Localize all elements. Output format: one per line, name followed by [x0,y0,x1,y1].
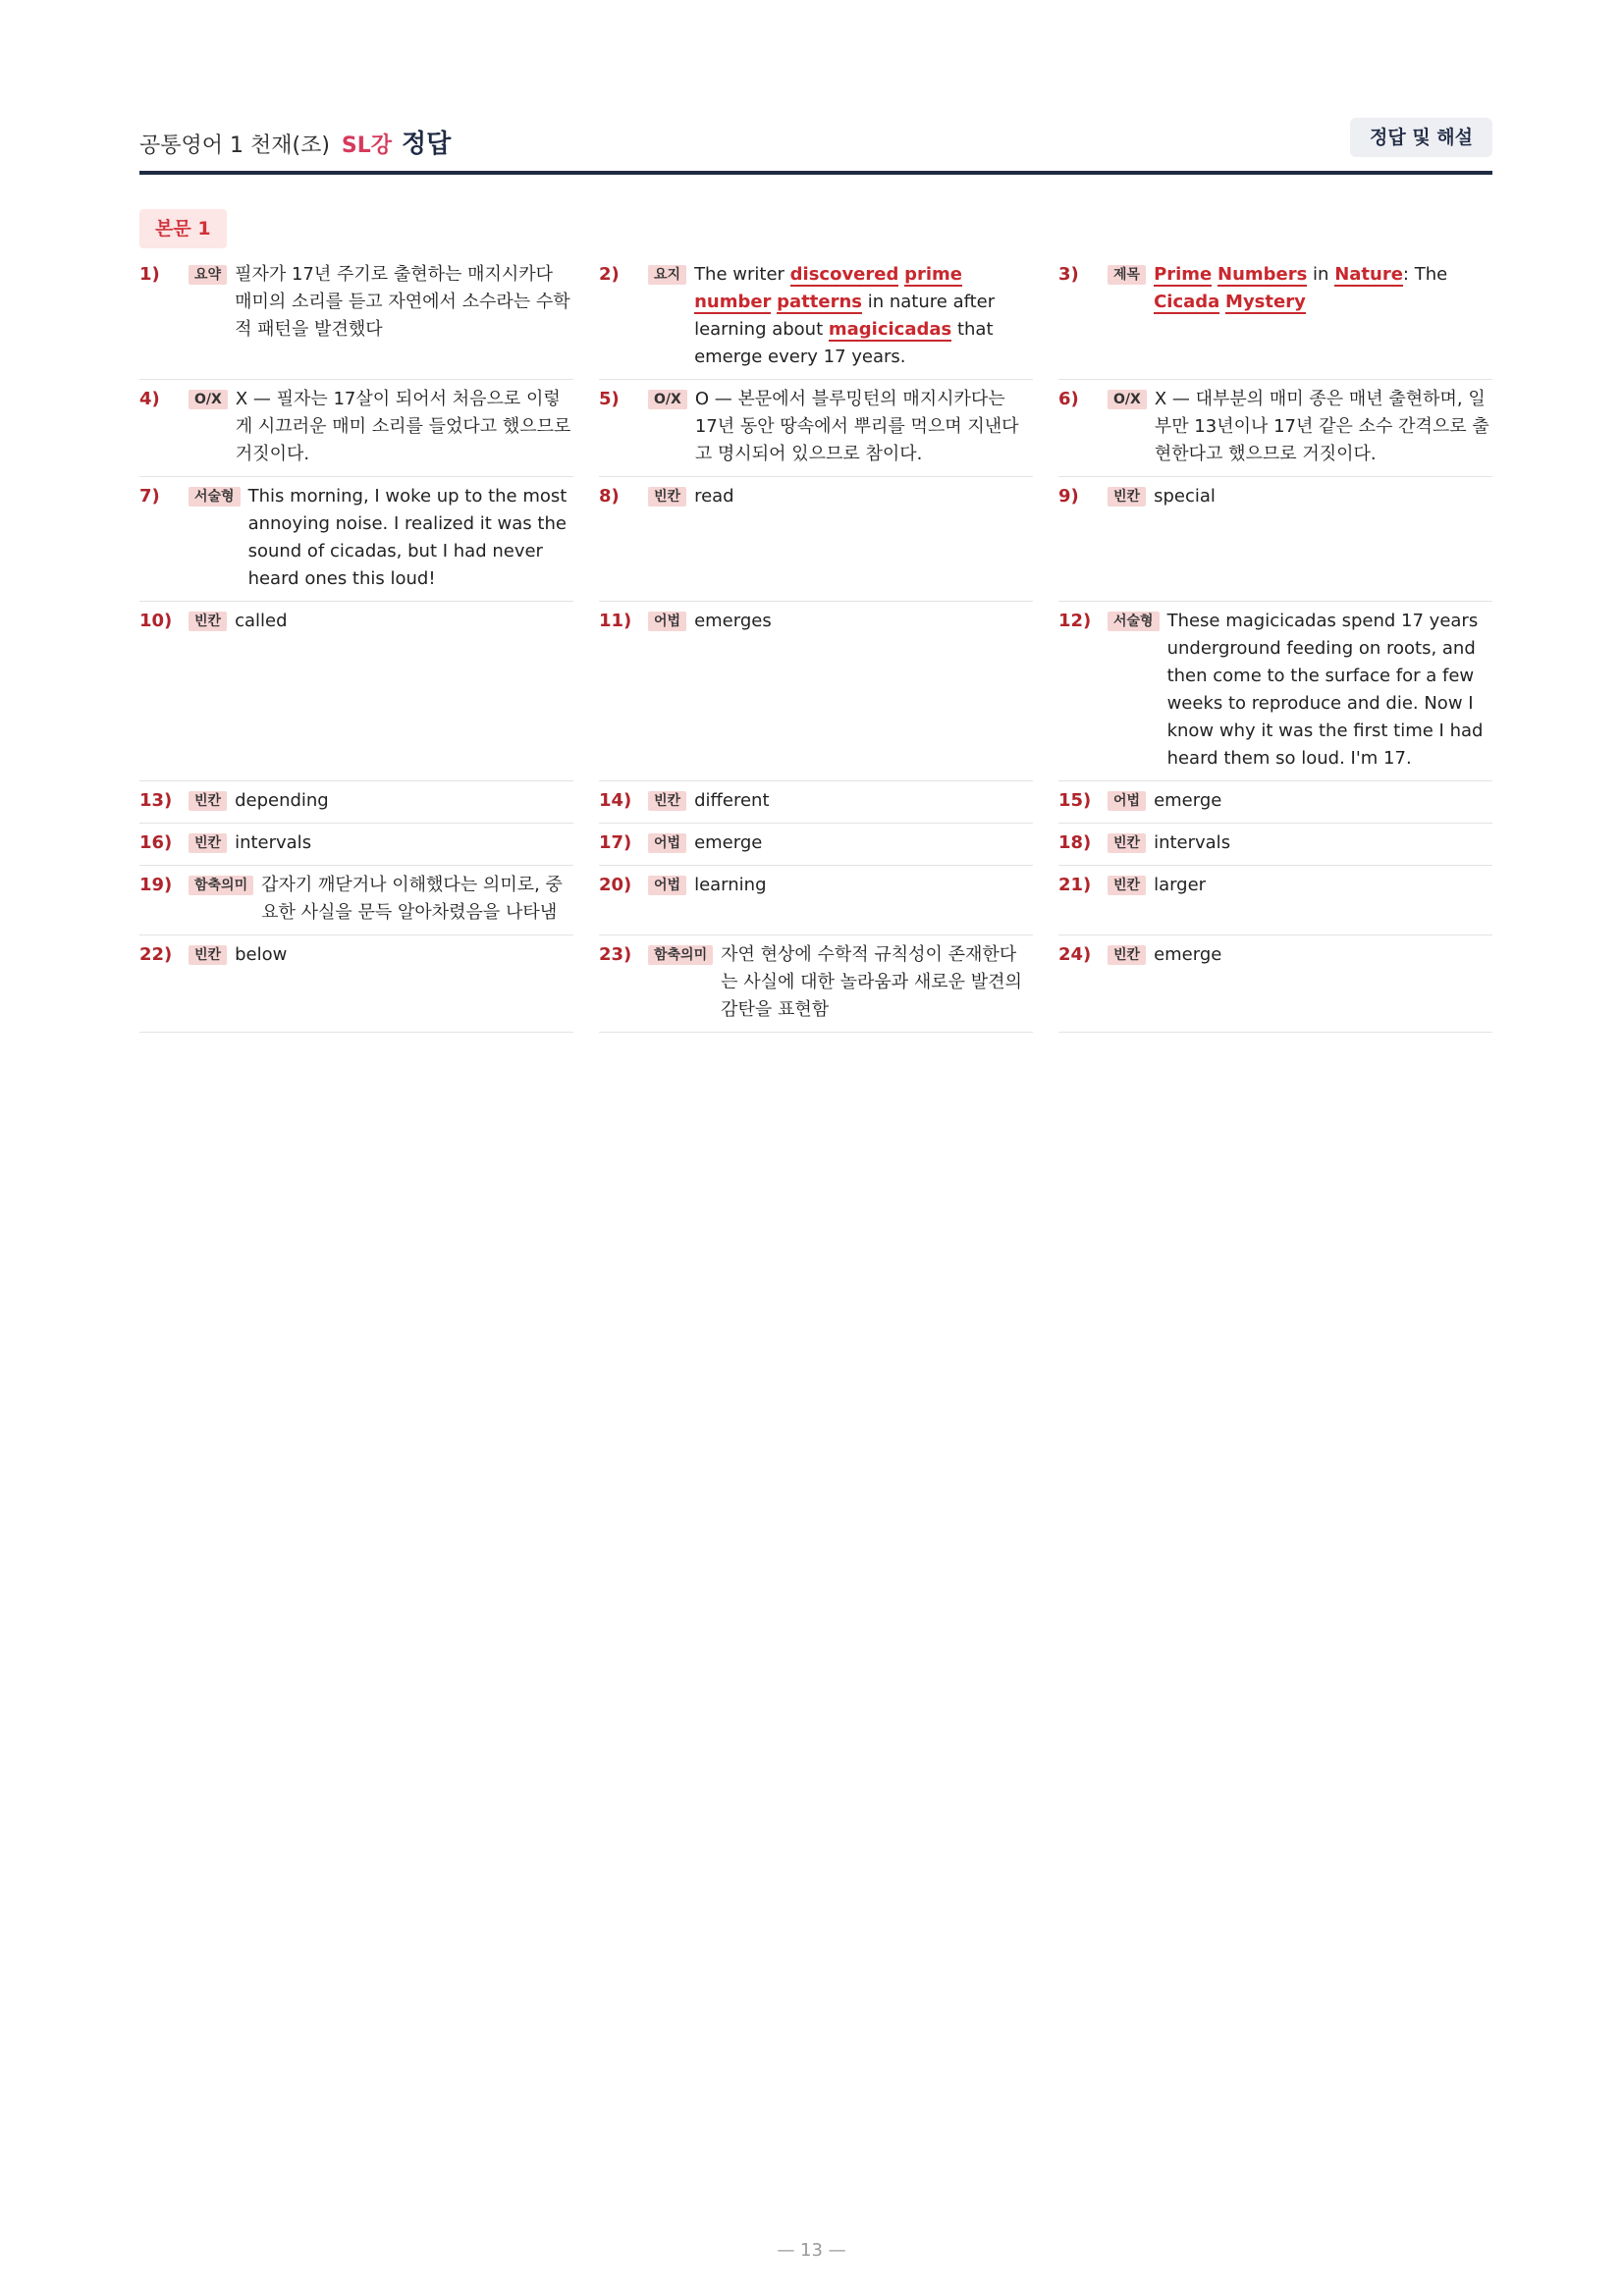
item-answer-text: 필자가 17년 주기로 출현하는 매지시카다 매미의 소리를 듣고 자연에서 소수라는 수학적 패턴을 발견했다 [235,264,570,340]
item-number: 3) [1058,264,1079,285]
highlighted-keyword: Numbers [1217,264,1308,285]
item-type-tag: 어법 [648,612,686,631]
item-number: 21) [1058,875,1092,895]
item-answer-text: This morning, I woke up to the most annoying noise. I realized it was the sound of cicadas, but I had never heard ones this loud! [247,486,568,589]
item-type-tag: 어법 [648,833,686,853]
answer-item [139,477,573,602]
item-type-tag: 제목 [1108,265,1146,285]
item-type-tag: 빈칸 [648,791,686,811]
item-answer-text: learning [694,875,767,895]
item-type-tag: 빈칸 [1108,876,1146,895]
item-type-tag: 빈칸 [1108,833,1146,853]
item-number: 19) [139,875,173,895]
answer-item [1058,380,1492,477]
answer-item [139,781,573,824]
answer-item [1058,935,1492,1033]
answer-item [139,255,573,380]
answer-item [1058,866,1492,935]
answer-text-part: that emerge every 17 years. [694,319,994,367]
item-number: 7) [139,486,160,507]
item-number: 5) [599,389,620,409]
answer-item [599,935,1033,1033]
item-type-tag: 어법 [1108,791,1146,811]
item-answer-text: depending [235,790,329,811]
item-type-tag: 빈칸 [189,791,227,811]
header-title-group [139,124,451,160]
item-answer-text: emerge [694,832,763,853]
item-number: 14) [599,790,632,811]
answer-grid [139,255,1492,1033]
highlighted-keyword: prime [904,264,962,285]
item-answer-text: intervals [235,832,312,853]
item-answer-text: called [235,611,288,631]
item-type-tag: 요지 [648,265,686,285]
item-answer-text [694,261,1033,371]
answer-item [599,866,1033,935]
item-type-tag: 빈칸 [1108,945,1146,965]
highlighted-keyword: Prime [1154,264,1213,285]
answer-item [599,255,1033,380]
answer-item [1058,824,1492,866]
item-answer-text: emerges [694,611,772,631]
highlighted-keyword: Nature [1334,264,1403,285]
highlighted-keyword: discovered [789,264,899,285]
item-type-tag: O/X [1108,390,1147,409]
item-answer-text: emerge [1154,790,1222,811]
item-type-tag: O/X [189,390,228,409]
answer-item [1058,255,1492,380]
item-answer-text: X — 대부분의 매미 종은 매년 출현하며, 일부만 13년이나 17년 같은 소수 간격으로 출현한다고 했으므로 거짓이다. [1154,389,1489,464]
item-type-tag: 함축의미 [648,945,713,965]
item-type-tag: 빈칸 [1108,487,1146,507]
item-answer-text: intervals [1154,832,1231,853]
item-number: 2) [599,264,620,285]
answer-item [599,824,1033,866]
item-type-tag: 빈칸 [648,487,686,507]
answer-item [1058,477,1492,602]
item-answer-text: larger [1154,875,1207,895]
item-type-tag: 요약 [189,265,227,285]
item-number: 23) [599,944,632,965]
item-number: 4) [139,389,160,409]
answer-item [599,602,1033,781]
highlighted-keyword: Mystery [1225,292,1306,312]
item-number: 20) [599,875,632,895]
item-answer-text: special [1154,486,1216,507]
page-header [139,116,1492,175]
answer-item [139,935,573,1033]
item-type-tag: 빈칸 [189,612,227,631]
answer-item [599,380,1033,477]
answer-item [139,824,573,866]
answer-text-part: : The [1402,264,1448,285]
item-number: 17) [599,832,632,853]
item-answer-text: These magicicadas spend 17 years underground feeding on roots, and then come to the surface for a few weeks to reproduce and die. Now I know why it was the first time I had heard them so loud. I'm 17. [1166,611,1484,769]
item-type-tag: 함축의미 [189,876,253,895]
item-number: 12) [1058,611,1092,631]
section-label: 본문 1 [139,209,227,248]
item-type-tag: 빈칸 [189,833,227,853]
answer-item [599,477,1033,602]
item-type-tag: O/X [648,390,687,409]
item-number: 15) [1058,790,1092,811]
item-number: 24) [1058,944,1092,965]
answer-item [1058,781,1492,824]
item-answer-text: 갑자기 깨닫거나 이해했다는 의미로, 중요한 사실을 문득 알아차렸음을 나타냄 [261,875,563,923]
item-number: 8) [599,486,620,507]
item-type-tag: 서술형 [1108,612,1160,631]
answer-explanation-badge: 정답 및 해설 [1350,118,1492,157]
answer-item [139,602,573,781]
item-answer-text: below [235,944,288,965]
item-answer-text: different [694,790,770,811]
item-number: 11) [599,611,632,631]
page-number: — 13 — [777,2240,846,2261]
item-type-tag: 서술형 [189,487,241,507]
answer-item [139,380,573,477]
item-answer-text: 자연 현상에 수학적 규칙성이 존재한다는 사실에 대한 놀라움과 새로운 발견의 감탄을 표현함 [721,944,1022,1020]
item-number: 10) [139,611,173,631]
item-type-tag: 어법 [648,876,686,895]
answer-label: 정답 [402,130,452,159]
item-answer-text: O — 본문에서 블루밍턴의 매지시카다는 17년 동안 땅속에서 뿌리를 먹으며 지낸다고 명시되어 있으므로 참이다. [694,389,1019,464]
item-number: 6) [1058,389,1079,409]
sl-label: SL강 [341,133,393,158]
highlighted-keyword: Cicada [1154,292,1220,312]
item-number: 13) [139,790,173,811]
item-number: 18) [1058,832,1092,853]
item-number: 1) [139,264,160,285]
highlighted-keyword: magicicadas [828,319,952,340]
answer-item [139,866,573,935]
answer-item [599,781,1033,824]
answer-item [1058,602,1492,781]
item-number: 16) [139,832,173,853]
item-type-tag: 빈칸 [189,945,227,965]
book-title: 공통영어 1 천재(조) [139,133,330,158]
answer-text-part: in [1307,264,1335,285]
answer-text-part: The writer [694,264,790,285]
highlighted-keyword: patterns [777,292,863,312]
item-answer-text [1154,261,1492,316]
item-number: 9) [1058,486,1079,507]
item-answer-text: X — 필자는 17살이 되어서 처음으로 이렇게 시끄러운 매미 소리를 들었다고 했으므로 거짓이다. [235,389,571,464]
item-answer-text: emerge [1154,944,1222,965]
item-number: 22) [139,944,173,965]
highlighted-keyword: number [694,292,772,312]
answer-text-part: in nature after learning about [694,292,996,340]
item-answer-text: read [694,486,734,507]
